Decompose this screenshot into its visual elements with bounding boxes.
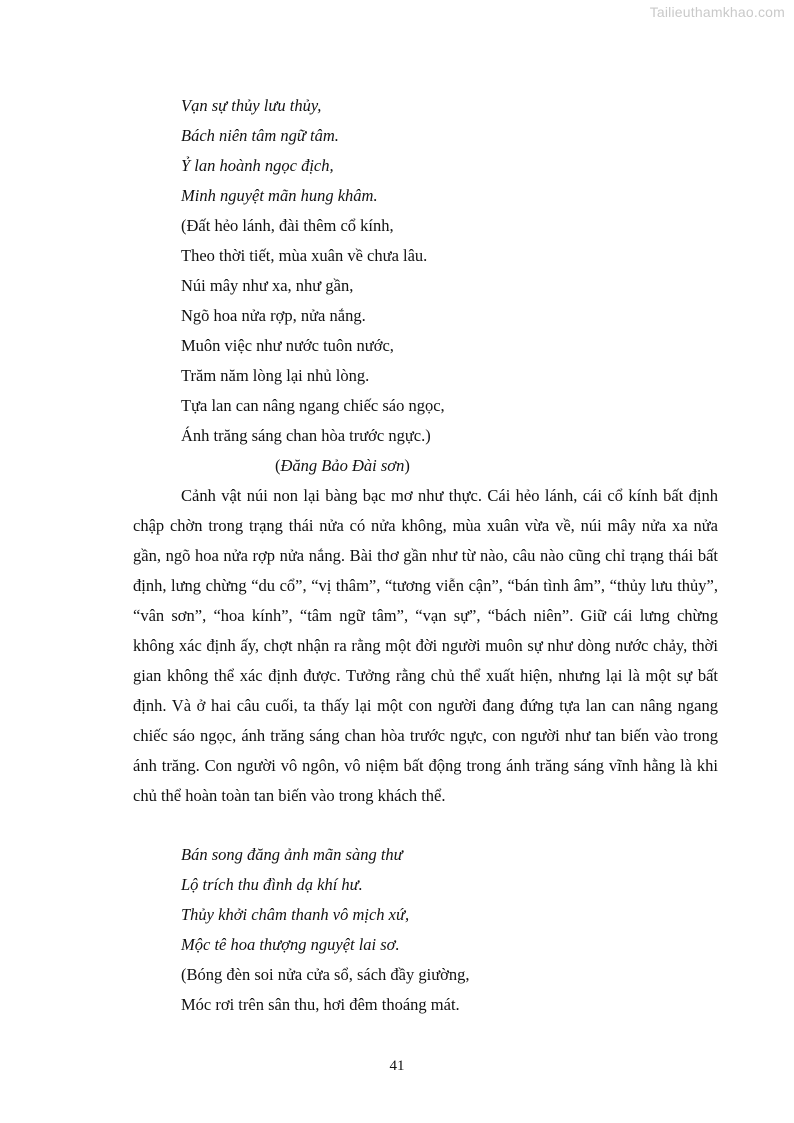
poem-2-translation-line: Móc rơi trên sân thu, hơi đêm thoáng mát.: [181, 995, 460, 1014]
poem-1-attribution: [275, 451, 410, 481]
page-number: 41: [389, 1058, 405, 1074]
poem-2-original-line: Mộc tê hoa thượng nguyệt lai sơ.: [181, 935, 400, 954]
poem-1-translation-line: (Đất hẻo lánh, đài thêm cổ kính,: [181, 216, 394, 235]
poem-2: [181, 840, 470, 1020]
poem-2-original-line: Lộ trích thu đình dạ khí hư.: [181, 875, 363, 894]
attribution-title: Đăng Bảo Đài sơn: [280, 456, 405, 475]
watermark: Tailieuthamkhao.com: [649, 4, 785, 20]
poem-1-original-line: Vạn sự thủy lưu thủy,: [181, 96, 322, 115]
poem-1-translation-line: Tựa lan can nâng ngang chiếc sáo ngọc,: [181, 396, 445, 415]
poem-1-translation-line: Ánh trăng sáng chan hòa trước ngực.): [181, 426, 431, 445]
poem-1-translation-line: Núi mây như xa, như gần,: [181, 276, 354, 295]
poem-2-original-line: Bán song đăng ảnh mãn sàng thư: [181, 845, 403, 864]
poem-1-translation-line: Muôn việc như nước tuôn nước,: [181, 336, 394, 355]
poem-2-translation-line: (Bóng đèn soi nửa cửa sổ, sách đầy giường,: [181, 965, 470, 984]
poem-1-translation-line: Trăm năm lòng lại nhủ lòng.: [181, 366, 370, 385]
poem-1-original-line: Bách niên tâm ngữ tâm.: [181, 126, 339, 145]
poem-1-original-line: Ỷ lan hoành ngọc địch,: [181, 156, 334, 175]
poem-2-original-line: Thủy khởi châm thanh vô mịch xứ,: [181, 905, 410, 924]
attribution-close-paren: ): [404, 456, 410, 475]
poem-1-translation-line: Ngõ hoa nửa rợp, nửa nắng.: [181, 306, 366, 325]
poem-1: [181, 91, 445, 451]
attribution-open-paren: (: [275, 456, 281, 475]
poem-1-original-line: Minh nguyệt mãn hung khâm.: [181, 186, 378, 205]
poem-1-translation-line: Theo thời tiết, mùa xuân về chưa lâu.: [181, 246, 428, 265]
commentary-paragraph: Cảnh vật núi non lại bàng bạc mơ như thực. Cái hẻo lánh, cái cổ kính bất định chập chờn trong trạng thái nửa có nửa không, mùa xuân vừa về, núi mây nửa xa nửa gần, ngõ hoa nửa rợp nửa nắng. Bài thơ gần như từ nào, câu nào cũng chỉ trạng thái bất định, lưng chừng “du cổ”, “vị thâm”, “tương viễn cận”, “bán tình âm”, “thủy lưu thủy”, “vân sơn”, “hoa kính”, “tâm ngữ tâm”, “vạn sự”, “bách niên”. Giữ cái lưng chừng không xác định ấy, chợt nhận ra rằng một đời người muôn sự như dòng nước chảy, thời gian không thể xác định được. Tưởng rằng chủ thể xuất hiện, nhưng lại là một sự bất định. Và ở hai câu cuối, ta thấy lại một con người đang đứng tựa lan can nâng ngang chiếc sáo ngọc, ánh trăng sáng chan hòa trước ngực, con người như tan biến vào trong ánh trăng. Con người vô ngôn, vô niệm bất động trong ánh trăng sáng vĩnh hằng là khi chủ thể hoàn toàn tan biến vào trong khách thể.: [133, 486, 718, 805]
